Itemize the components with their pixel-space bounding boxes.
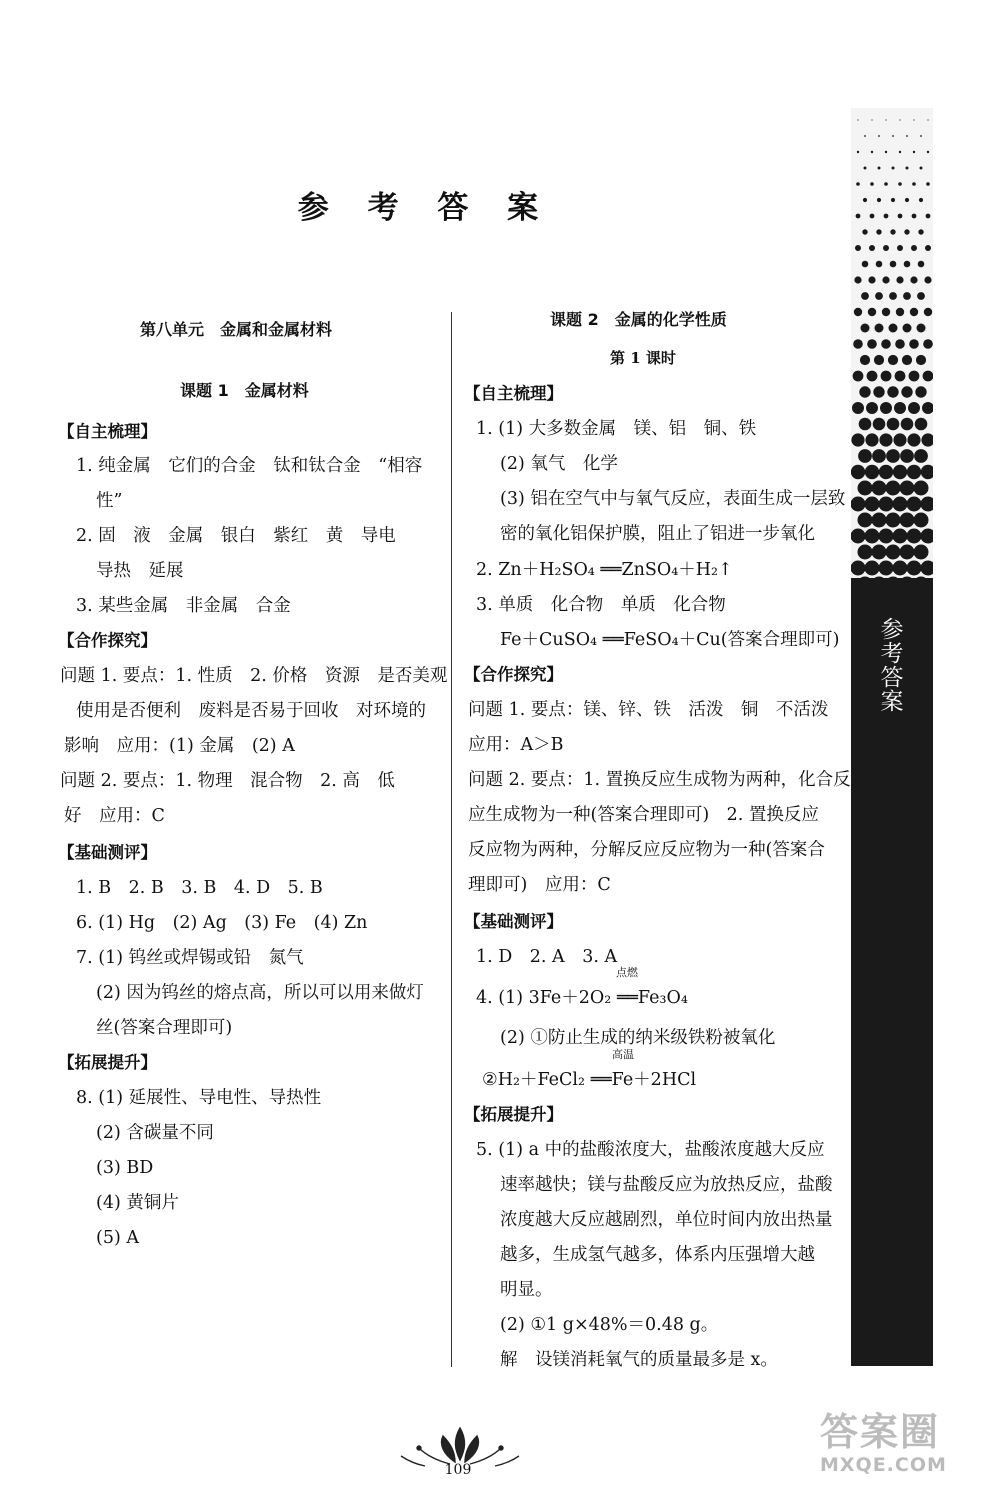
answer-line: (5) A bbox=[96, 1228, 139, 1248]
halftone-dot bbox=[896, 308, 904, 316]
answer-line: (2) 因为钨丝的熔点高，所以可以用来做灯 bbox=[96, 983, 424, 1003]
halftone-dot bbox=[851, 497, 866, 512]
halftone-dot bbox=[890, 229, 895, 234]
halftone-dot bbox=[851, 529, 866, 544]
section-heading: 【基础测评】 bbox=[464, 912, 563, 931]
halftone-dot bbox=[918, 229, 923, 234]
sidebar-tab bbox=[851, 108, 933, 1366]
halftone-dot bbox=[865, 497, 880, 512]
halftone-dot bbox=[868, 276, 875, 283]
halftone-dot bbox=[902, 355, 912, 365]
halftone-dot bbox=[920, 135, 922, 137]
halftone-dot bbox=[905, 198, 909, 202]
answer-line: (3) 铝在空气中与氧气反应，表面生成一层致 bbox=[500, 489, 846, 509]
halftone-dot bbox=[914, 545, 929, 560]
halftone-dot bbox=[865, 433, 878, 446]
halftone-dot bbox=[890, 261, 897, 268]
answer-line: 解 设镁消耗氧气的质量最多是 x。 bbox=[500, 1350, 778, 1370]
equation-line: 4. (1) 3Fe＋2O₂ ══Fe₃O₄ bbox=[476, 988, 688, 1008]
halftone-dot bbox=[909, 371, 920, 382]
section-heading: 【拓展提升】 bbox=[464, 1105, 563, 1124]
halftone-dot bbox=[911, 245, 917, 251]
halftone-dot bbox=[912, 182, 916, 186]
reaction-condition: 点燃 bbox=[616, 966, 638, 979]
halftone-dot bbox=[885, 119, 886, 120]
answer-line: 影响 应用：(1) 金属 (2) A bbox=[64, 736, 295, 756]
halftone-dot bbox=[874, 355, 884, 365]
halftone-dot bbox=[897, 245, 903, 251]
answer-line: 理即可) 应用：C bbox=[468, 875, 611, 895]
halftone-dot bbox=[853, 371, 864, 382]
answer-line: 丝(答案合理即可) bbox=[96, 1018, 233, 1038]
halftone-dot bbox=[891, 198, 895, 202]
halftone-dot bbox=[854, 276, 861, 283]
halftone-dot bbox=[881, 371, 892, 382]
halftone-dot bbox=[900, 513, 915, 528]
halftone-dot bbox=[886, 513, 901, 528]
halftone-dot bbox=[886, 449, 900, 463]
section-heading: 【基础测评】 bbox=[58, 843, 157, 862]
answer-line: 1. D 2. A 3. A bbox=[476, 947, 618, 967]
halftone-dot bbox=[879, 465, 893, 479]
halftone-dot bbox=[893, 561, 908, 576]
halftone-dot bbox=[899, 119, 900, 120]
halftone-dot bbox=[872, 481, 887, 496]
page-number: 109 bbox=[444, 1462, 472, 1478]
watermark-bottom: MXQE.COM bbox=[820, 1454, 947, 1476]
answer-line: 速率越快；镁与盐酸反应为放热反应，盐酸 bbox=[500, 1175, 833, 1195]
halftone-dot bbox=[919, 198, 923, 202]
halftone-dot bbox=[879, 561, 894, 576]
section-heading: 【自主梳理】 bbox=[464, 384, 563, 403]
halftone-dot bbox=[889, 292, 897, 300]
halftone-dot bbox=[910, 308, 918, 316]
answer-line: 导热 延展 bbox=[96, 561, 184, 581]
halftone-dot bbox=[914, 481, 929, 496]
halftone-dot bbox=[878, 135, 880, 137]
answer-line: 8. (1) 延展性、导电性、导热性 bbox=[76, 1088, 322, 1108]
page-title: 参 考 答 案 bbox=[297, 190, 553, 226]
halftone-dot bbox=[917, 324, 926, 333]
halftone-dot bbox=[862, 229, 867, 234]
section-heading: 【合作探究】 bbox=[58, 631, 157, 650]
answer-line: 2. 固 液 金属 银白 紫红 黄 导电 bbox=[76, 526, 396, 546]
halftone-dot bbox=[910, 276, 917, 283]
halftone-dot bbox=[855, 245, 861, 251]
halftone-dot bbox=[900, 545, 915, 560]
halftone-dot bbox=[926, 182, 930, 186]
halftone-dot bbox=[926, 214, 931, 219]
halftone-dot bbox=[875, 292, 883, 300]
answer-line: 3. 单质 化合物 单质 化合物 bbox=[476, 595, 726, 615]
answer-line: 明显。 bbox=[500, 1280, 553, 1300]
halftone-dot bbox=[879, 497, 894, 512]
halftone-dot bbox=[900, 449, 914, 463]
halftone-dot bbox=[908, 402, 920, 414]
halftone-dot bbox=[858, 513, 873, 528]
halftone-dot bbox=[888, 355, 898, 365]
halftone-dot bbox=[893, 497, 908, 512]
section-heading: 【自主梳理】 bbox=[58, 422, 157, 441]
halftone-dot bbox=[913, 119, 914, 120]
halftone-dot bbox=[875, 324, 884, 333]
halftone-dot bbox=[906, 167, 909, 170]
answer-line: 问题 2. 要点：1. 置换反应生成物为两种，化合反 bbox=[468, 770, 851, 790]
answer-line: 5. (1) a 中的盐酸浓度大，盐酸浓度越大反应 bbox=[476, 1140, 825, 1160]
answer-line: 密的氧化铝保护膜，阻止了铝进一步氧化 bbox=[500, 524, 815, 544]
halftone-dot bbox=[923, 339, 933, 349]
halftone-dot bbox=[907, 561, 922, 576]
halftone-dot bbox=[887, 418, 900, 431]
answer-line: 1. B 2. B 3. B 4. D 5. B bbox=[76, 878, 323, 898]
halftone-dot bbox=[853, 339, 863, 349]
halftone-dot bbox=[909, 339, 919, 349]
answer-line: 1. 纯金属 它们的合金 钛和钛合金 “相容 bbox=[76, 456, 423, 476]
halftone-dot bbox=[912, 214, 917, 219]
halftone-dot bbox=[886, 481, 901, 496]
halftone-dot bbox=[877, 198, 881, 202]
halftone-dot bbox=[870, 182, 874, 186]
halftone-dot bbox=[895, 339, 905, 349]
sidebar-char: 答 bbox=[880, 665, 904, 691]
answer-line: (2) ①防止生成的纳米级铁粉被氧化 bbox=[500, 1028, 776, 1048]
halftone-dot bbox=[867, 371, 878, 382]
halftone-dot bbox=[899, 151, 901, 153]
halftone-dot bbox=[889, 324, 898, 333]
halftone-dot bbox=[883, 245, 889, 251]
halftone-dot bbox=[856, 214, 861, 219]
watermark-top: 答案圈 bbox=[820, 1410, 941, 1454]
halftone-dot bbox=[873, 386, 884, 397]
reaction-condition: 高温 bbox=[612, 1048, 634, 1061]
halftone-dot bbox=[924, 276, 931, 283]
halftone-dot bbox=[876, 261, 883, 268]
halftone-dot bbox=[894, 402, 906, 414]
halftone-dot bbox=[907, 465, 921, 479]
answer-line: 6. (1) Hg (2) Ag (3) Fe (4) Zn bbox=[76, 913, 368, 933]
halftone-dot bbox=[898, 214, 903, 219]
halftone-dot bbox=[886, 545, 901, 560]
halftone-dot bbox=[856, 182, 860, 186]
halftone-dot bbox=[871, 119, 872, 120]
halftone-dot bbox=[879, 433, 892, 446]
halftone-dot bbox=[907, 529, 922, 544]
halftone-dot bbox=[927, 119, 928, 120]
halftone-dot bbox=[865, 561, 880, 576]
answer-line: 应生成物为一种(答案合理即可) 2. 置换反应 bbox=[468, 805, 819, 825]
topic-title: 课题 2 金属的化学性质 bbox=[550, 310, 727, 329]
sidebar-char: 考 bbox=[880, 641, 904, 667]
halftone-dot bbox=[854, 308, 862, 316]
halftone-dot bbox=[892, 167, 895, 170]
answer-line: 反应物为两种，分解反应反应物为一种(答案合 bbox=[468, 840, 825, 860]
halftone-dot bbox=[920, 167, 923, 170]
halftone-dot bbox=[884, 214, 889, 219]
section-heading: 【拓展提升】 bbox=[58, 1053, 157, 1072]
halftone-dot bbox=[904, 261, 911, 268]
halftone-dot bbox=[892, 135, 894, 137]
halftone-dot bbox=[857, 151, 859, 153]
answer-line: 1. (1) 大多数金属 镁、铝 铜、铁 bbox=[476, 419, 757, 439]
halftone-dot bbox=[878, 167, 881, 170]
unit-title: 第八单元 金属和金属材料 bbox=[140, 320, 333, 339]
halftone-dot bbox=[925, 245, 931, 251]
answer-line: 性” bbox=[96, 491, 123, 511]
halftone-dot bbox=[868, 308, 876, 316]
equation-line: ②H₂＋FeCl₂ ══Fe＋2HCl bbox=[482, 1070, 697, 1090]
halftone-dot bbox=[876, 229, 881, 234]
halftone-dot bbox=[851, 465, 865, 479]
halftone-dot bbox=[872, 449, 886, 463]
halftone-dot bbox=[893, 465, 907, 479]
equation-line: 2. Zn＋H₂SO₄ ══ZnSO₄＋H₂↑ bbox=[476, 560, 733, 580]
halftone-dot bbox=[901, 418, 914, 431]
halftone-dot bbox=[860, 355, 870, 365]
halftone-dot bbox=[927, 151, 929, 153]
halftone-dot bbox=[893, 433, 906, 446]
halftone-dot bbox=[859, 418, 872, 431]
answer-line: 使用是否便利 废料是否易于回收 对环境的 bbox=[76, 701, 426, 721]
halftone-dot bbox=[903, 324, 912, 333]
halftone-dot bbox=[863, 198, 867, 202]
halftone-dot bbox=[869, 245, 875, 251]
answer-line: 问题 1. 要点：1. 性质 2. 价格 资源 是否美观 bbox=[60, 666, 448, 686]
halftone-dot bbox=[914, 449, 928, 463]
topic-title: 课题 1 金属材料 bbox=[180, 381, 309, 400]
answer-line: (4) 黄铜片 bbox=[96, 1193, 179, 1213]
sidebar-label bbox=[857, 618, 927, 714]
answer-line: 越多，生成氢气越多，体系内压强增大越 bbox=[500, 1245, 815, 1265]
halftone-dot bbox=[865, 529, 880, 544]
halftone-dot bbox=[881, 339, 891, 349]
halftone-dot bbox=[924, 308, 932, 316]
halftone-dot bbox=[923, 371, 933, 382]
halftone-dot bbox=[904, 229, 909, 234]
answer-line: 应用：A＞B bbox=[468, 735, 564, 755]
halftone-dot bbox=[887, 386, 898, 397]
answer-line: 好 应用：C bbox=[64, 806, 165, 826]
halftone-dot bbox=[861, 292, 869, 300]
halftone-dot bbox=[895, 371, 906, 382]
watermark bbox=[820, 1410, 995, 1490]
halftone-dot bbox=[862, 261, 869, 268]
sidebar-char: 参 bbox=[880, 617, 904, 643]
halftone-dot bbox=[901, 386, 912, 397]
halftone-dot bbox=[866, 402, 878, 414]
sidebar-char: 案 bbox=[880, 689, 904, 715]
halftone-dot bbox=[873, 418, 886, 431]
halftone-pattern bbox=[851, 108, 933, 586]
answer-line: 问题 1. 要点：镁、锌、铁 活泼 铜 不活泼 bbox=[468, 700, 829, 720]
answer-line: (2) 含碳量不同 bbox=[96, 1123, 214, 1143]
halftone-dot bbox=[871, 151, 873, 153]
halftone-dot bbox=[882, 308, 890, 316]
halftone-dot bbox=[857, 119, 858, 120]
halftone-dot bbox=[851, 433, 864, 446]
answer-line: 问题 2. 要点：1. 物理 混合物 2. 高 低 bbox=[60, 771, 395, 791]
halftone-dot bbox=[907, 433, 920, 446]
halftone-dot bbox=[864, 135, 866, 137]
answer-line: 3. 某些金属 非金属 合金 bbox=[76, 596, 291, 616]
halftone-dot bbox=[861, 324, 870, 333]
halftone-dot bbox=[872, 545, 887, 560]
halftone-dot bbox=[882, 276, 889, 283]
halftone-dot bbox=[906, 135, 908, 137]
halftone-dot bbox=[913, 151, 915, 153]
halftone-dot bbox=[852, 402, 864, 414]
answer-line: 浓度越大反应越剧烈，单位时间内放出热量 bbox=[500, 1210, 833, 1230]
answer-line: 7. (1) 钨丝或焊锡或铅 氮气 bbox=[76, 948, 304, 968]
halftone-dot bbox=[915, 386, 926, 397]
equation-line: Fe＋CuSO₄ ══FeSO₄＋Cu(答案合理即可) bbox=[500, 630, 840, 650]
halftone-dot bbox=[858, 449, 872, 463]
halftone-dot bbox=[893, 529, 908, 544]
halftone-dot bbox=[864, 167, 867, 170]
answer-line: (2) 氧气 化学 bbox=[500, 454, 618, 474]
halftone-dot bbox=[884, 182, 888, 186]
halftone-dot bbox=[867, 339, 877, 349]
halftone-dot bbox=[903, 292, 911, 300]
halftone-dot bbox=[870, 214, 875, 219]
halftone-dot bbox=[907, 497, 922, 512]
halftone-dot bbox=[872, 513, 887, 528]
halftone-dot bbox=[865, 465, 879, 479]
halftone-dot bbox=[858, 545, 873, 560]
section-heading: 【合作探究】 bbox=[464, 665, 563, 684]
halftone-dot bbox=[914, 513, 929, 528]
halftone-dot bbox=[898, 182, 902, 186]
halftone-dot bbox=[917, 292, 925, 300]
halftone-dot bbox=[896, 276, 903, 283]
halftone-dot bbox=[880, 402, 892, 414]
halftone-dot bbox=[900, 481, 915, 496]
halftone-dot bbox=[851, 561, 866, 576]
halftone-dot bbox=[915, 418, 928, 431]
halftone-dot bbox=[918, 261, 925, 268]
halftone-dot bbox=[859, 386, 870, 397]
halftone-dot bbox=[916, 355, 926, 365]
column-divider bbox=[451, 312, 452, 1367]
halftone-dot bbox=[885, 151, 887, 153]
answer-line: (3) BD bbox=[96, 1158, 154, 1178]
halftone-dot bbox=[879, 529, 894, 544]
lesson-label: 第 1 课时 bbox=[610, 349, 676, 367]
answer-line: (2) ①1 g×48%＝0.48 g。 bbox=[500, 1315, 719, 1335]
halftone-dot bbox=[858, 481, 873, 496]
